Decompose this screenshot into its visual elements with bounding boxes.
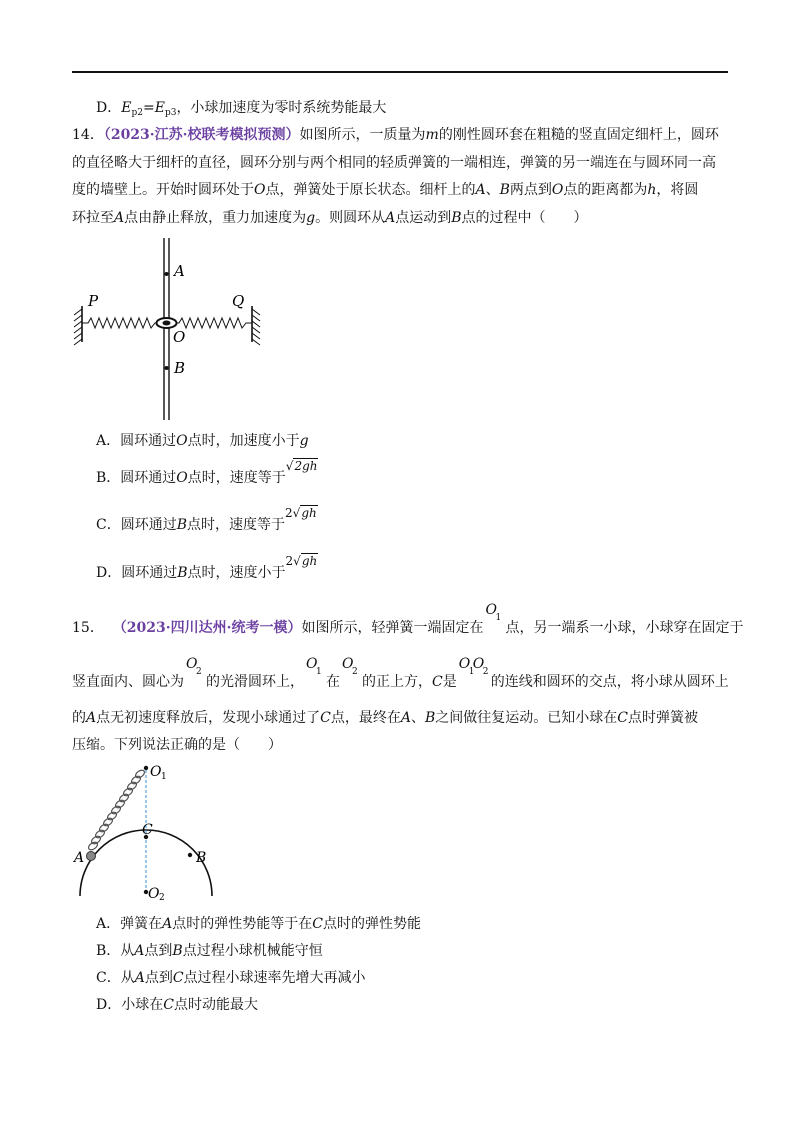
q15-option-a[interactable]: A．弹簧在A点时的弹性势能等于在C点时的弹性势能: [96, 916, 421, 932]
left-wall-hatch: [74, 309, 82, 345]
spring-coil: [87, 769, 146, 852]
right-wall-hatch: [252, 309, 260, 345]
q15-figure: [72, 758, 232, 900]
q14-stem-line4: 环拉至A点由静止释放，重力加速度为g。则圆环从A点运动到B点的过程中（ ）: [72, 210, 588, 226]
label-o1-sub: 1: [161, 772, 167, 782]
label-b: B: [174, 359, 186, 377]
q14-option-a[interactable]: A．圆环通过O点时，加速度小于g: [96, 433, 309, 449]
label-b: B: [196, 850, 207, 866]
ball-a: [87, 852, 96, 861]
label-o: O: [173, 328, 186, 346]
q14-stem-line2: 的直径略大于细杆的直径，圆环分别与两个相同的轻质弹簧的一端相连，弹簧的另一端连在与圆环同一高: [72, 155, 716, 171]
label-o2: O: [148, 886, 160, 900]
q14-source: （2023·江苏·校联考模拟预测）: [103, 127, 300, 143]
q14-option-d[interactable]: D．圆环通过B点时，速度小于2√gh: [96, 563, 318, 583]
ring-hole: [163, 321, 171, 326]
label-a: A: [174, 262, 185, 280]
q15-stem-line1: 15． （2023·四川达州·统考一模）如图所示，轻弹簧一端固定在 O 1 点，另一端系一小球，小球穿在固定于: [72, 602, 744, 636]
point-b: [188, 853, 192, 857]
two-sqrt-gh-c: 2√gh: [285, 506, 317, 520]
q14-option-c[interactable]: C．圆环通过B点时，速度等于2√gh: [96, 515, 318, 535]
q15-option-b[interactable]: B．从A点到B点过程小球机械能守恒: [96, 943, 323, 959]
point-o1: [144, 766, 148, 770]
q13-option-d[interactable]: D．$E_{p2}=E_{p3}$，小球加速度为零时系统势能最大: [96, 100, 387, 118]
label-o2-sub: 2: [159, 893, 165, 900]
q15-option-d[interactable]: D．小球在C点时动能最大: [96, 997, 258, 1013]
point-b: [165, 366, 169, 370]
q15-source: （2023·四川达州·统考一模）: [112, 620, 302, 636]
q14-option-b[interactable]: B．圆环通过O点时，速度等于√2gh: [96, 468, 318, 488]
q15-stem-line2: 竖直面内、圆心为 O 2 的光滑圆环上， O 1 在 O 2 的正上方，C是 O 1 O 2 的连线和圆环的交点，将小球从圆环上: [72, 656, 729, 690]
label-o1: O: [150, 764, 162, 780]
right-spring: [174, 318, 252, 328]
header-rule: [72, 71, 728, 73]
left-spring: [82, 318, 160, 328]
q15-stem-line3: 的A点无初速度释放后，发现小球通过了C点，最终在A、B之间做往复运动。已知小球在C点时弹簧被: [72, 710, 698, 726]
two-sqrt-gh-d: 2√gh: [285, 554, 318, 568]
sqrt-2gh: √2gh: [285, 459, 318, 473]
q14-stem-line1: 14．（2023·江苏·校联考模拟预测）如图所示，一质量为m的刚性圆环套在粗糙的竖直固定细杆上，圆环: [72, 127, 719, 143]
label-a: A: [74, 850, 85, 866]
label-p: P: [88, 292, 99, 310]
label-c: C: [142, 822, 153, 838]
point-a: [165, 272, 169, 276]
label-q: Q: [232, 292, 245, 310]
q14-figure: [72, 234, 272, 420]
q15-stem-line4: 压缩。下列说法正确的是（ ）: [72, 737, 282, 753]
q14-stem-line3: 度的墙壁上。开始时圆环处于O点，弹簧处于原长状态。细杆上的A、B两点到O点的距离都为h，将圆: [72, 182, 699, 198]
q15-option-c[interactable]: C．从A点到C点过程小球速率先增大再减小: [96, 970, 366, 986]
